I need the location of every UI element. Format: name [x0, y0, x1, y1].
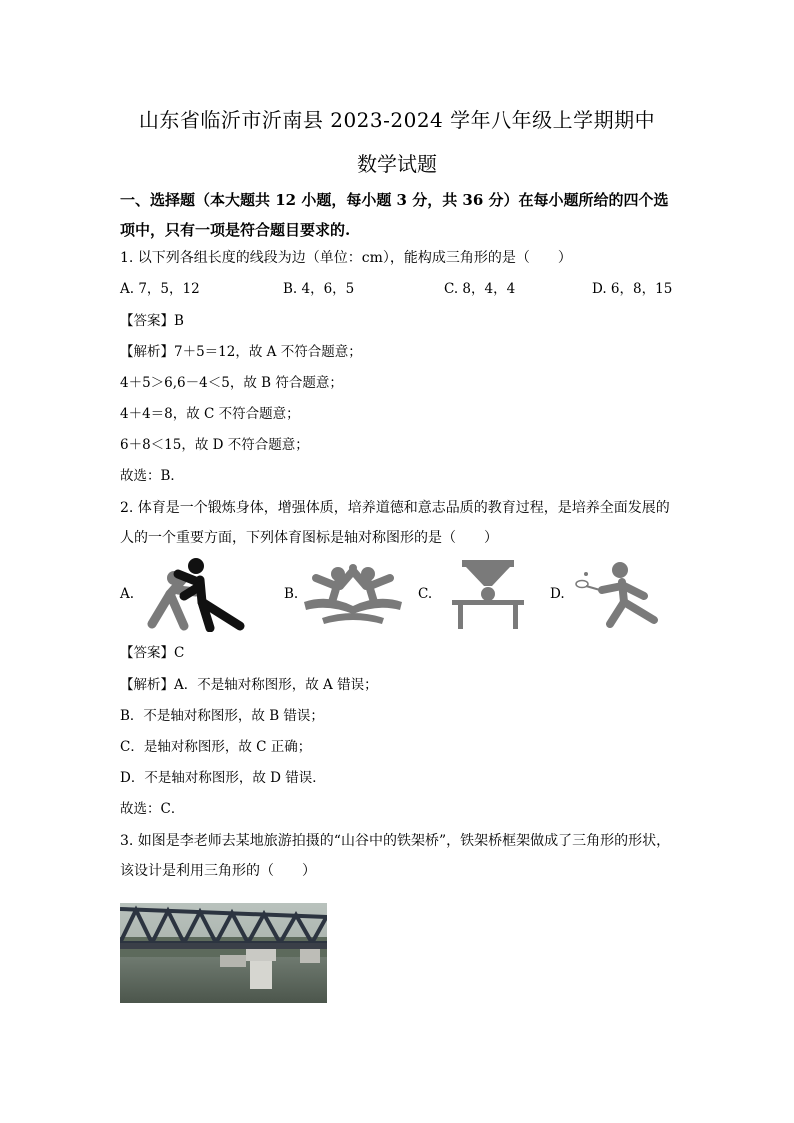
- q3-stem-line2: 该设计是利用三角形的（ ）: [120, 863, 316, 879]
- q1-analysis-2: 4＋5＞6,6－4＜5，故 B 符合题意；: [120, 375, 343, 391]
- q1-option-d: D. 6，8，15: [592, 281, 673, 297]
- q2-stem-line1: 2. 体育是一个锻炼身体，增强体质，培养道德和意志品质的教育过程，是培养全面发展的: [120, 500, 670, 516]
- q2-answer: 【答案】C: [120, 645, 185, 661]
- q1-option-a: A. 7，5，12: [120, 281, 200, 297]
- q1-analysis-3: 4＋4＝8，故 C 不符合题意；: [120, 406, 300, 422]
- wrestling-icon: [140, 556, 248, 632]
- water-polo-icon: [302, 564, 404, 628]
- q2-stem-line2: 人的一个重要方面，下列体育图标是轴对称图形的是（ ）: [120, 530, 498, 546]
- q2-conclusion: 故选：C．: [120, 801, 185, 817]
- q1-option-b: B. 4，6，5: [283, 281, 355, 297]
- q2-label-b: B.: [284, 586, 299, 602]
- q2-label-a: A.: [120, 586, 135, 602]
- q2-label-d: D.: [550, 586, 565, 602]
- q2-label-c: C.: [418, 586, 433, 602]
- q2-analysis-2: B．不是轴对称图形，故 B 错误；: [120, 708, 324, 724]
- badminton-icon: [572, 560, 664, 628]
- exam-title: 山东省临沂市沂南县 2023-2024 学年八年级上学期期中: [138, 108, 656, 132]
- q2-analysis-3: C．是轴对称图形，故 C 正确；: [120, 739, 312, 755]
- q3-stem-line1: 3. 如图是李老师去某地旅游拍摄的“山谷中的铁架桥”，铁架桥框架做成了三角形的形状，: [120, 833, 671, 849]
- q2-analysis-4: D．不是轴对称图形，故 D 错误．: [120, 770, 326, 786]
- q1-option-c: C. 8，4，4: [444, 281, 516, 297]
- q1-stem: 1. 以下列各组长度的线段为边（单位：cm），能构成三角形的是（ ）: [120, 250, 572, 266]
- q1-conclusion: 故选：B．: [120, 468, 184, 484]
- q2-analysis-1: 【解析】A．不是轴对称图形，故 A 错误；: [120, 677, 378, 693]
- exam-subject: 数学试题: [357, 152, 437, 176]
- q1-analysis-1: 【解析】7＋5＝12，故 A 不符合题意；: [120, 344, 362, 360]
- bridge-photo: [120, 903, 327, 1003]
- q1-answer: 【答案】B: [120, 313, 184, 329]
- table-tennis-icon: [452, 560, 524, 630]
- q1-analysis-4: 6＋8＜15，故 D 不符合题意；: [120, 437, 309, 453]
- section-heading: 一、选择题（本大题共 12 小题，每小题 3 分，共 36 分）在每小题所给的四个选项中，只有一项是符合题目要求的.: [120, 191, 669, 239]
